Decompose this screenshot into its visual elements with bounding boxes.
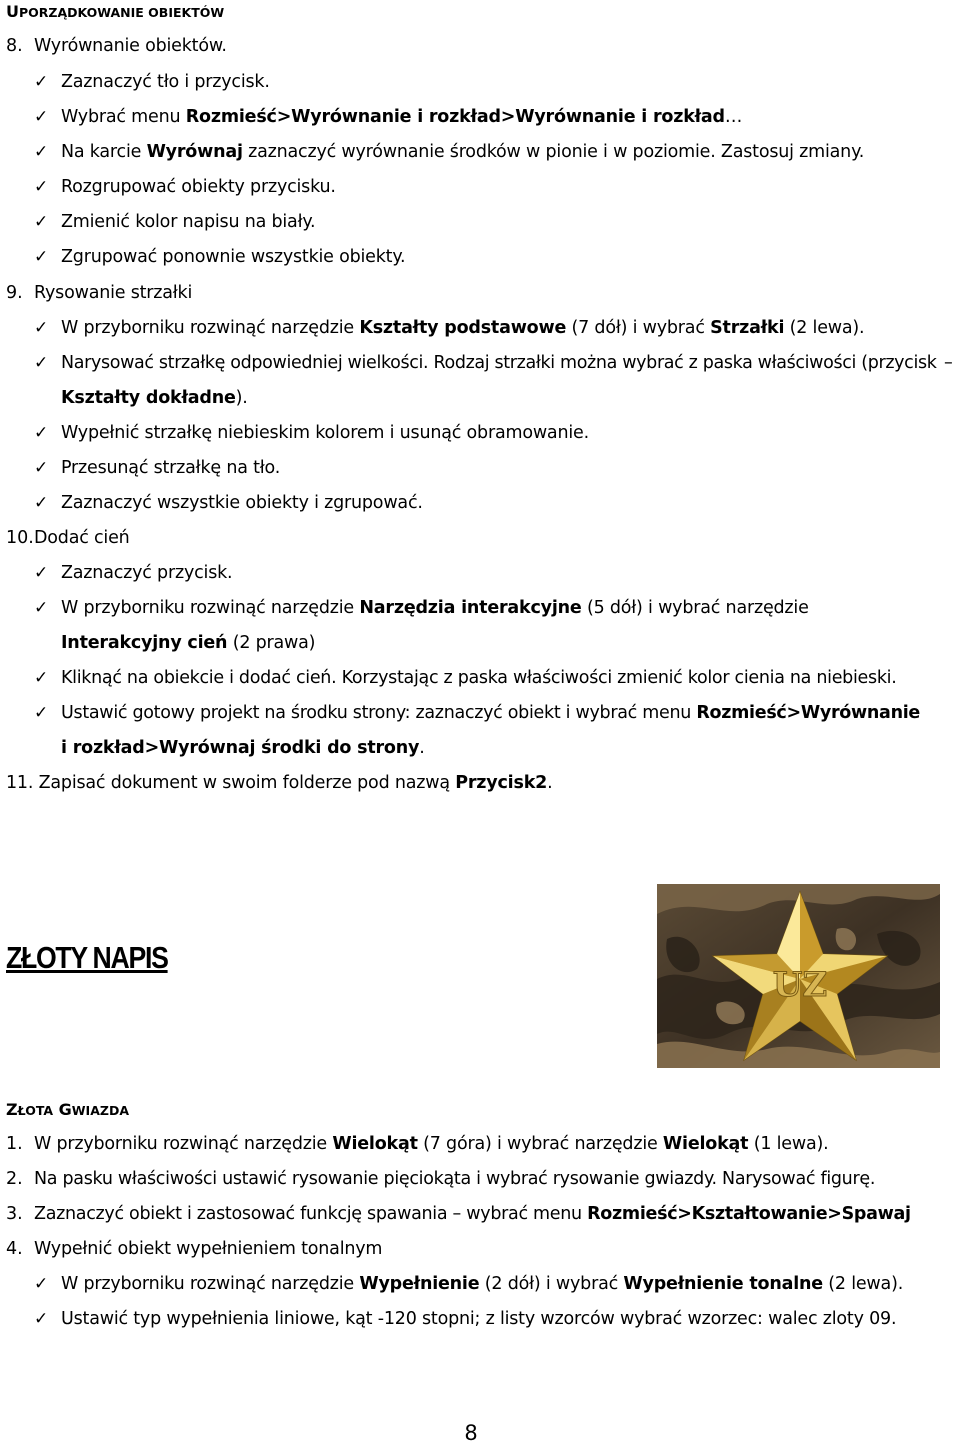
step-10-item-4 — [61, 702, 920, 724]
check-icon: ✓ — [34, 247, 49, 267]
item-text: (2 prawa) — [227, 633, 316, 653]
menu-path: Rozmieść>Wyrównanie — [696, 703, 920, 723]
item-text: Wybrać menu — [61, 107, 186, 127]
item-text: Zapisać dokument w swoim folderze pod nazwą — [38, 773, 456, 793]
item-text: . — [547, 773, 553, 793]
step-8-item-5 — [61, 211, 315, 233]
item-text: (1 lewa). — [748, 1134, 829, 1154]
step-9-item-1 — [61, 317, 864, 339]
item-text: (2 lewa). — [822, 1274, 904, 1294]
item-text: Zaznaczyć obiekt i zastosować funkcję spawania – wybrać menu — [34, 1204, 588, 1224]
section-heading-uporzadkowanie — [6, 2, 224, 23]
check-icon: ✓ — [34, 72, 49, 92]
item-text: Na pasku właściwości ustawić rysowanie pięciokąta i wybrać rysowanie gwiazdy. Narysować figurę. — [34, 1169, 876, 1189]
check-icon: ✓ — [34, 177, 49, 197]
step-8-item-6 — [61, 246, 405, 268]
item-text: W przyborniku rozwinąć narzędzie — [61, 598, 360, 618]
page-number: 8 — [464, 1421, 478, 1445]
step2-3-number: 3. — [6, 1204, 23, 1224]
tool-name: Interakcyjny cień — [61, 633, 228, 653]
menu-path: Rozmieść>Kształtowanie>Spawaj — [587, 1204, 911, 1224]
item-text: W przyborniku rozwinąć narzędzie — [34, 1134, 333, 1154]
step-9-item-2-continuation — [61, 387, 248, 409]
star-letters: UZ — [772, 965, 828, 1005]
step-9-item-4 — [61, 457, 280, 479]
item-text: (7 góra) i wybrać narzędzie — [417, 1134, 663, 1154]
heading-first-letter: U — [6, 2, 19, 21]
item-text: Ustawić typ wypełnienia liniowe, kąt -120 stopni; z listy wzorców wybrać wzorzec: walec zloty 09. — [61, 1309, 897, 1329]
check-icon: ✓ — [34, 212, 49, 232]
tool-name: Strzałki — [710, 318, 785, 338]
item-text: Ustawić gotowy projekt na środku strony: zaznaczyć obiekt i wybrać menu — [61, 703, 697, 723]
item-text: Wypełnić strzałkę niebieskim kolorem i usunąć obramowanie. — [61, 423, 589, 443]
check-icon: ✓ — [34, 1274, 49, 1294]
step-8-item-1 — [61, 71, 270, 93]
item-text: (7 dół) i wybrać — [566, 318, 711, 338]
tool-name: Wielokąt — [662, 1134, 749, 1154]
item-text: Zmienić kolor napisu na biały. — [61, 212, 316, 232]
item-text: Przesunąć strzałkę na tło. — [61, 458, 281, 478]
check-icon: ✓ — [34, 1309, 49, 1329]
step2-4-item-1 — [61, 1273, 903, 1295]
heading-first-letter: G — [58, 1100, 72, 1119]
step-10-item-2 — [61, 597, 809, 619]
step-10-item-2-continuation — [61, 632, 315, 654]
item-text: Kliknąć na obiekcie i dodać cień. Korzystając z paska właściwości zmienić kolor cienia na niebieski. — [61, 668, 897, 688]
item-text: W przyborniku rozwinąć narzędzie — [61, 1274, 360, 1294]
tool-name: Narzędzia interakcyjne — [359, 598, 582, 618]
step-11 — [6, 772, 552, 794]
check-icon: ✓ — [34, 423, 49, 443]
tool-name: Kształty podstawowe — [359, 318, 567, 338]
step-8-item-2 — [61, 106, 742, 128]
menu-path: Rozmieść>Wyrównanie i rozkład>Wyrównanie i rozkład — [185, 107, 725, 127]
item-text: Rozgrupować obiekty przycisku. — [61, 177, 336, 197]
step-8-number: 8. — [6, 36, 23, 56]
section-heading-zlota-gwiazda — [6, 1100, 129, 1121]
step-10-item-1 — [61, 562, 232, 584]
step-8-item-4 — [61, 176, 336, 198]
item-text: Zaznaczyć tło i przycisk. — [61, 72, 270, 92]
check-icon: ✓ — [34, 493, 49, 513]
check-icon: ✓ — [34, 318, 49, 338]
step2-3 — [34, 1203, 911, 1225]
item-text: Na karcie — [61, 142, 147, 162]
step-8-title: Wyrównanie obiektów. — [34, 36, 227, 56]
heading-rest: ŁOTA — [17, 1103, 54, 1118]
step-9-item-5 — [61, 492, 423, 514]
heading-rest: WIAZDA — [71, 1103, 129, 1118]
step-10-title: Dodać cień — [34, 528, 130, 548]
check-icon: ✓ — [34, 107, 49, 127]
step2-1 — [34, 1133, 828, 1155]
step-9-title: Rysowanie strzałki — [34, 283, 193, 303]
tool-name: Wypełnienie tonalne — [623, 1274, 823, 1294]
item-text: … — [724, 107, 743, 127]
check-icon: ✓ — [34, 563, 49, 583]
heading-first-letter: Z — [6, 1100, 18, 1119]
check-icon: ✓ — [34, 142, 49, 162]
step-10-item-3 — [61, 667, 897, 689]
step2-4-number: 4. — [6, 1239, 23, 1259]
step-11-number: 11. — [6, 773, 34, 793]
step2-2-number: 2. — [6, 1169, 23, 1189]
step-9-number: 9. — [6, 283, 23, 303]
tab-name: Wyrównaj — [146, 142, 243, 162]
step2-4 — [34, 1238, 382, 1260]
step2-4-item-2 — [61, 1308, 896, 1330]
item-text: Zaznaczyć przycisk. — [61, 563, 233, 583]
item-text: (2 dół) i wybrać — [479, 1274, 624, 1294]
item-text: W przyborniku rozwinąć narzędzie — [61, 318, 360, 338]
check-icon: ✓ — [34, 598, 49, 618]
step-9-item-2 — [61, 352, 937, 374]
item-text: ). — [235, 388, 248, 408]
tool-name: Wielokąt — [332, 1134, 418, 1154]
item-text: Zaznaczyć wszystkie obiekty i zgrupować. — [61, 493, 423, 513]
item-text: (2 lewa). — [784, 318, 865, 338]
big-title: ZŁOTY NAPIS — [6, 940, 168, 975]
heading-rest: PORZĄDKOWANIE OBIEKTÓW — [19, 5, 225, 20]
step-9-item-3 — [61, 422, 589, 444]
item-text: zaznaczyć wyrównanie środków w pionie i w poziomie. Zastosuj zmiany. — [242, 142, 865, 162]
step2-1-number: 1. — [6, 1134, 23, 1154]
gold-star-image — [657, 884, 940, 1068]
item-text: (5 dół) i wybrać narzędzie — [581, 598, 809, 618]
check-icon: ✓ — [34, 668, 49, 688]
check-icon: ✓ — [34, 458, 49, 478]
tool-name: Wypełnienie — [359, 1274, 480, 1294]
item-text: Zgrupować ponownie wszystkie obiekty. — [61, 247, 406, 267]
item-text: Narysować strzałkę odpowiedniej wielkości. Rodzaj strzałki można wybrać z paska właściwości (przycisk — [61, 353, 937, 373]
step-10-number: 10. — [6, 528, 34, 548]
check-icon: ✓ — [34, 703, 49, 723]
check-icon: ✓ — [34, 353, 49, 373]
step-8-item-3 — [61, 141, 864, 163]
step-10-item-4-continuation — [61, 737, 425, 759]
button-name: Kształty dokładne — [61, 388, 236, 408]
file-name: Przycisk2 — [455, 773, 548, 793]
line-end-dash: – — [944, 353, 953, 373]
menu-path: i rozkład>Wyrównaj środki do strony — [61, 738, 420, 758]
item-text: Wypełnić obiekt wypełnieniem tonalnym — [34, 1239, 383, 1259]
step2-2 — [34, 1168, 875, 1190]
item-text: . — [419, 738, 425, 758]
